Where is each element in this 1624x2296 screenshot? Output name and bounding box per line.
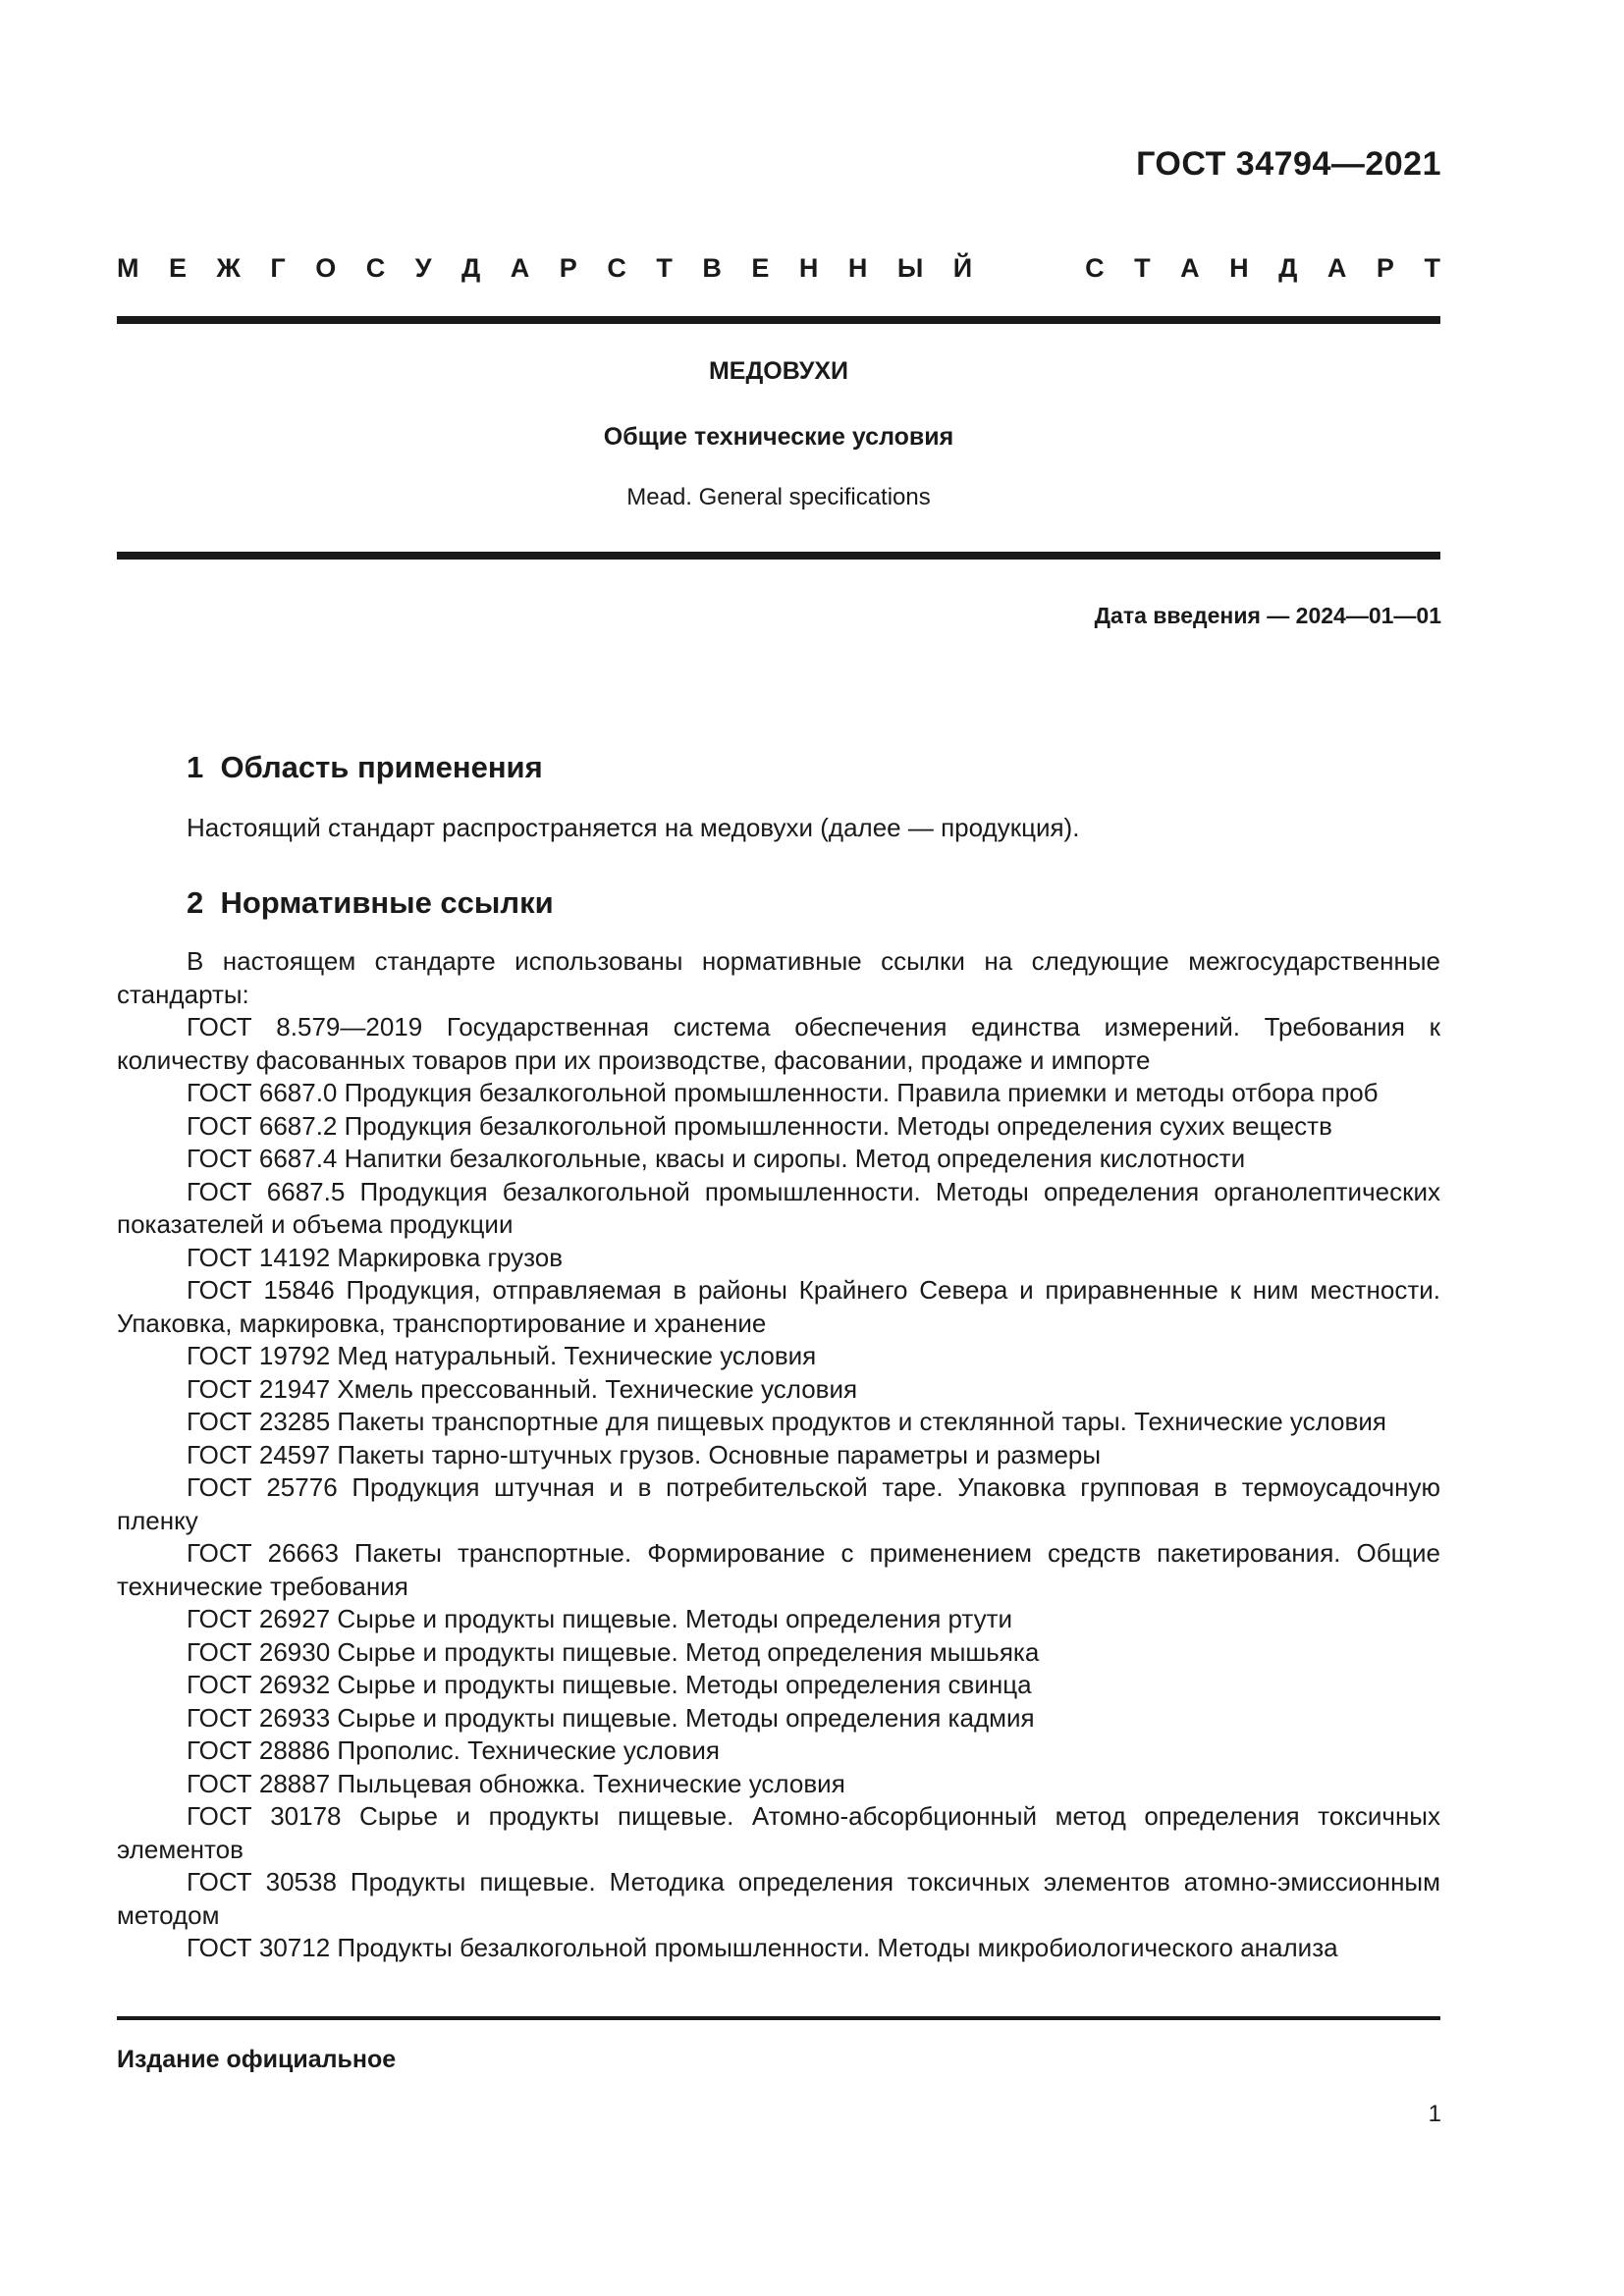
banner-letter: Т [656,253,673,283]
page-number: 1 [1428,2101,1441,2127]
reference-item: ГОСТ 24597 Пакеты тарно-штучных грузов. Основные параметры и размеры [187,1439,1102,1469]
reference-item: ГОСТ 6687.0 Продукция безалкогольной промышленности. Правила приемки и методы отбора проб [187,1078,1379,1107]
reference-item: ГОСТ 25776 Продукция штучная и в потребительской таре. Упаковка групповая в термоусадочную пленку [117,1472,1440,1535]
reference-item: ГОСТ 21947 Хмель прессованный. Технические условия [187,1373,858,1404]
banner-letter: С [1085,253,1105,283]
banner-letter: У [414,253,432,283]
banner-letter: Д [1278,253,1298,283]
footer-divider [117,2016,1440,2020]
title-divider [117,552,1440,560]
banner-letter: Р [559,253,577,283]
banner-letter: А [1326,253,1347,283]
references-list [117,945,1440,1965]
section-heading-references: 2 Нормативные ссылки [187,885,554,920]
banner-letter: М [117,253,139,283]
section-body-scope: Настоящий стандарт распространяется на медовухи (далее — продукция). [187,813,1080,842]
banner-letter: Н [847,253,868,283]
banner-letter: Ы [896,253,924,283]
banner-letter: Д [461,253,481,283]
reference-item: ГОСТ 26930 Сырье и продукты пищевые. Метод определения мышьяка [187,1636,1040,1667]
banner-letter: А [1180,253,1200,283]
banner-letter: А [510,253,530,283]
banner-letter: Т [1424,253,1440,283]
introduction-date: Дата введения — 2024—01—01 [1094,603,1441,628]
standard-type-banner [117,253,1440,284]
banner-letter: В [702,253,722,283]
banner-letter: С [607,253,626,283]
banner-letter: Й [952,253,973,283]
banner-letter: Н [1229,253,1249,283]
official-edition-label: Издание официальное [117,2046,397,2073]
reference-item: ГОСТ 8.579—2019 Государственная система обеспечения единства измерений. Требования к количеству фасованных товаров при их производстве, фасовании, продаже и импорте [117,1012,1440,1075]
banner-letter: Н [798,253,819,283]
reference-item: ГОСТ 26933 Сырье и продукты пищевые. Методы определения кадмия [187,1702,1035,1733]
reference-item: ГОСТ 30538 Продукты пищевые. Методика определения токсичных элементов атомно-эмиссионным методом [117,1867,1440,1930]
banner-letter: Е [169,253,188,283]
reference-item: ГОСТ 15846 Продукция, отправляемая в районы Крайнего Севера и приравненные к ним местности. Упаковка, маркировка, транспортирование и хранение [117,1275,1440,1338]
banner-letter: С [365,253,386,283]
reference-item: ГОСТ 28887 Пыльцевая обножка. Технические условия [187,1768,845,1798]
banner-letter: Е [751,253,770,283]
reference-item: ГОСТ 6687.4 Напитки безалкогольные, квасы и сиропы. Метод определения кислотности [187,1144,1246,1173]
section-heading-scope: 1 Область применения [187,750,543,784]
reference-item: ГОСТ 23285 Пакеты транспортные для пищевых продуктов и стеклянной тары. Технические условия [187,1407,1386,1436]
banner-letter: Г [270,253,286,283]
reference-item: ГОСТ 19792 Мед натуральный. Технические условия [187,1341,817,1370]
banner-letter: Т [1134,253,1151,283]
reference-item: ГОСТ 6687.5 Продукция безалкогольной промышленности. Методы определения органолептических показателей и объема продукции [117,1176,1440,1239]
document-title-english: Mead. General specifications [626,484,931,510]
banner-letter: Р [1376,253,1394,283]
reference-item: ГОСТ 30178 Сырье и продукты пищевые. Атомно-абсорбционный метод определения токсичных элементов [117,1801,1440,1864]
reference-item: ГОСТ 30712 Продукты безалкогольной промышленности. Методы микробиологического анализа [187,1933,1338,1962]
reference-item: ГОСТ 26927 Сырье и продукты пищевые. Методы определения ртути [187,1604,1013,1633]
references-intro: В настоящем стандарте использованы нормативные ссылки на следующие межгосударственные стандарты: [117,946,1440,1009]
banner-letter: Ж [216,253,241,283]
banner-gap [1002,253,1056,284]
banner-letter: О [315,253,337,283]
reference-item: ГОСТ 26932 Сырье и продукты пищевые. Методы определения свинца [187,1670,1032,1699]
reference-item: ГОСТ 6687.2 Продукция безалкогольной промышленности. Методы определения сухих веществ [187,1110,1332,1141]
reference-item: ГОСТ 26663 Пакеты транспортные. Формирование с применением средств пакетирования. Общие технические требования [117,1538,1440,1601]
reference-item: ГОСТ 14192 Маркировка грузов [187,1242,564,1272]
document-subtitle: Общие технические условия [603,423,954,451]
top-divider [117,316,1440,324]
document-title: МЕДОВУХИ [708,357,849,385]
reference-item: ГОСТ 28886 Прополис. Технические условия [187,1735,720,1765]
document-code: ГОСТ 34794—2021 [1136,145,1441,183]
